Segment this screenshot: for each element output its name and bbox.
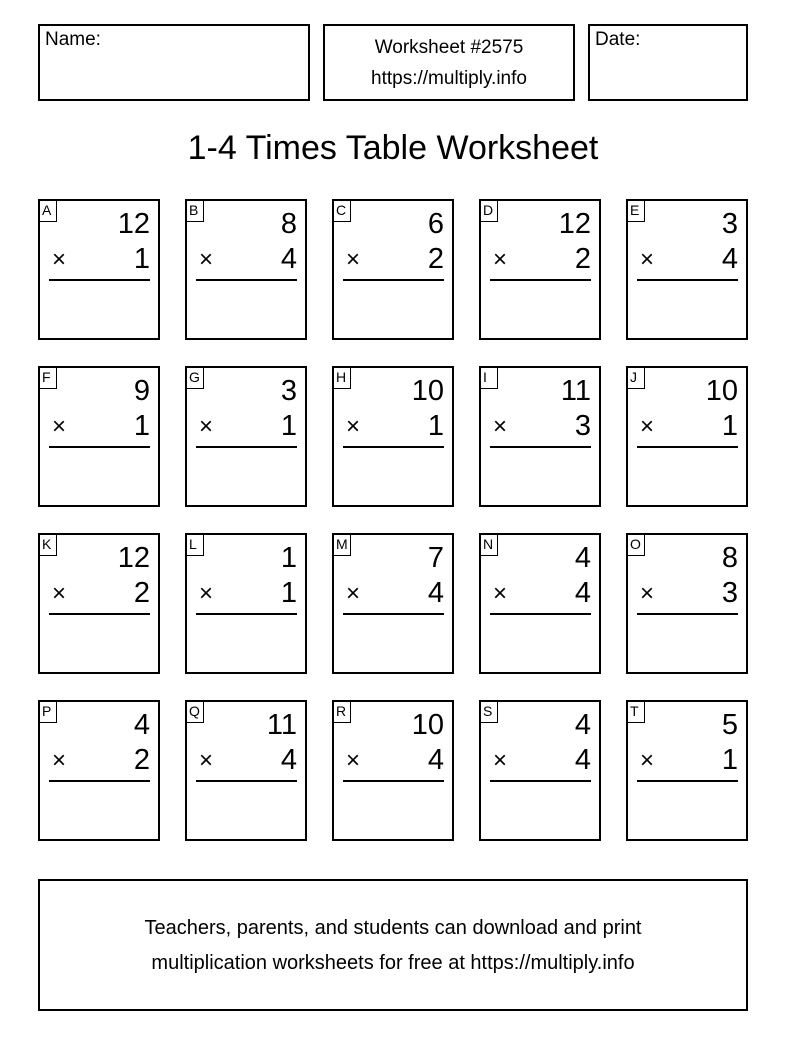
problem-card[interactable] [38, 533, 160, 674]
multiplier: 4 [574, 744, 591, 776]
problem-card[interactable] [38, 366, 160, 507]
answer-line [196, 780, 297, 782]
answer-line [343, 446, 444, 448]
problem-card[interactable] [626, 533, 748, 674]
problem-letter: H [332, 366, 351, 389]
problem-letter: J [626, 366, 645, 389]
multiplier: 1 [280, 410, 297, 442]
multiplier: 4 [427, 577, 444, 609]
multiplier: 4 [721, 243, 738, 275]
multiplicand: 11 [266, 709, 297, 741]
problem-letter: A [38, 199, 57, 222]
times-sign: × [52, 580, 67, 607]
problem-letter: R [332, 700, 351, 723]
multiplicand: 4 [133, 709, 150, 741]
problem-letter: B [185, 199, 204, 222]
multiplicand: 1 [280, 542, 297, 574]
problem-card[interactable] [38, 700, 160, 841]
multiplicand: 9 [133, 375, 150, 407]
answer-line [49, 613, 150, 615]
times-sign: × [640, 413, 655, 440]
problem-card[interactable] [185, 366, 307, 507]
problem-card[interactable] [185, 199, 307, 340]
multiplicand: 5 [721, 709, 738, 741]
multiplier: 1 [133, 243, 150, 275]
footer-line-1: Teachers, parents, and students can download and print [144, 917, 642, 939]
answer-line [343, 780, 444, 782]
multiplier: 2 [427, 243, 444, 275]
multiplier: 4 [427, 744, 444, 776]
answer-line [637, 780, 738, 782]
multiplier: 2 [574, 243, 591, 275]
answer-line [637, 279, 738, 281]
problem-card[interactable] [626, 199, 748, 340]
worksheet-number: Worksheet #2575 [374, 37, 524, 58]
multiplier: 2 [133, 744, 150, 776]
problem-letter: E [626, 199, 645, 222]
problem-letter: F [38, 366, 57, 389]
answer-line [196, 446, 297, 448]
times-sign: × [346, 580, 361, 607]
times-sign: × [52, 413, 67, 440]
multiplier: 1 [280, 577, 297, 609]
multiplicand: 3 [721, 208, 738, 240]
times-sign: × [640, 246, 655, 273]
footer-box [38, 879, 748, 1011]
multiplicand: 10 [411, 709, 444, 741]
multiplier: 4 [574, 577, 591, 609]
answer-line [49, 279, 150, 281]
times-sign: × [493, 413, 508, 440]
answer-line [637, 446, 738, 448]
problem-card[interactable] [185, 533, 307, 674]
page-title: 1-4 Times Table Worksheet [187, 129, 599, 167]
multiplier: 1 [133, 410, 150, 442]
times-sign: × [346, 413, 361, 440]
times-sign: × [346, 747, 361, 774]
answer-line [196, 613, 297, 615]
answer-line [343, 613, 444, 615]
problem-card[interactable] [332, 199, 454, 340]
problem-letter: O [626, 533, 645, 556]
multiplicand: 8 [721, 542, 738, 574]
times-sign: × [493, 747, 508, 774]
answer-line [49, 780, 150, 782]
multiplicand: 10 [411, 375, 444, 407]
problem-card[interactable] [479, 199, 601, 340]
times-sign: × [346, 246, 361, 273]
problem-letter: C [332, 199, 351, 222]
answer-line [343, 279, 444, 281]
multiplicand: 8 [280, 208, 297, 240]
footer-line-2: multiplication worksheets for free at https://multiply.info [151, 952, 635, 974]
multiplier: 1 [721, 410, 738, 442]
answer-line [196, 279, 297, 281]
answer-line [637, 613, 738, 615]
multiplier: 3 [574, 410, 591, 442]
problem-card[interactable] [332, 700, 454, 841]
answer-line [49, 446, 150, 448]
problem-letter: S [479, 700, 498, 723]
problem-letter: M [332, 533, 351, 556]
problem-card[interactable] [332, 533, 454, 674]
times-sign: × [52, 747, 67, 774]
problem-card[interactable] [479, 700, 601, 841]
problem-letter: L [185, 533, 204, 556]
multiplier: 1 [721, 744, 738, 776]
times-sign: × [199, 747, 214, 774]
multiplicand: 11 [560, 375, 591, 407]
multiplicand: 7 [427, 542, 444, 574]
times-sign: × [199, 413, 214, 440]
multiplier: 2 [133, 577, 150, 609]
problem-card[interactable] [479, 366, 601, 507]
times-sign: × [640, 580, 655, 607]
problem-card[interactable] [626, 700, 748, 841]
times-sign: × [493, 580, 508, 607]
multiplicand: 6 [427, 208, 444, 240]
answer-line [490, 613, 591, 615]
multiplicand: 10 [705, 375, 738, 407]
times-sign: × [52, 246, 67, 273]
problem-card[interactable] [626, 366, 748, 507]
times-sign: × [199, 246, 214, 273]
multiplicand: 12 [117, 208, 150, 240]
multiplier: 4 [280, 243, 297, 275]
problem-letter: P [38, 700, 57, 723]
problem-letter: D [479, 199, 498, 222]
problem-letter: G [185, 366, 204, 389]
multiplicand: 12 [558, 208, 591, 240]
problem-card[interactable] [479, 533, 601, 674]
worksheet-url[interactable]: https://multiply.info [371, 68, 527, 89]
multiplicand: 3 [280, 375, 297, 407]
name-label: Name: [45, 29, 101, 50]
problem-letter: T [626, 700, 645, 723]
answer-line [490, 780, 591, 782]
problem-card[interactable] [332, 366, 454, 507]
problem-letter: K [38, 533, 57, 556]
multiplicand: 4 [574, 542, 591, 574]
answer-line [490, 279, 591, 281]
multiplier: 1 [427, 410, 444, 442]
multiplier: 4 [280, 744, 297, 776]
answer-line [490, 446, 591, 448]
multiplicand: 12 [117, 542, 150, 574]
date-label: Date: [595, 29, 641, 50]
times-sign: × [493, 246, 508, 273]
times-sign: × [640, 747, 655, 774]
problem-card[interactable] [185, 700, 307, 841]
problem-letter: I [479, 366, 498, 389]
multiplicand: 4 [574, 709, 591, 741]
problem-letter: Q [185, 700, 204, 723]
problem-card[interactable] [38, 199, 160, 340]
problem-letter: N [479, 533, 498, 556]
times-sign: × [199, 580, 214, 607]
multiplier: 3 [721, 577, 738, 609]
